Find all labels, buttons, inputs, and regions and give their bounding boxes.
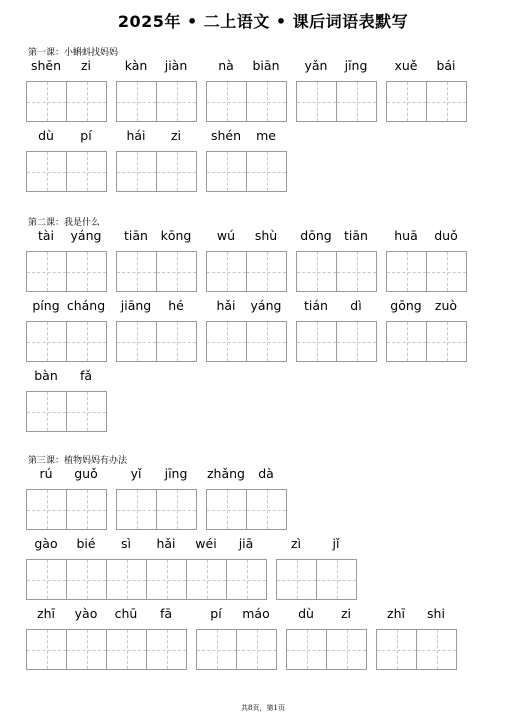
- writing-cell[interactable]: [116, 251, 157, 292]
- writing-cell[interactable]: [206, 489, 247, 530]
- writing-cell[interactable]: [66, 321, 107, 362]
- pinyin-label: zhī: [387, 606, 405, 621]
- writing-cell[interactable]: [246, 489, 287, 530]
- pinyin-label: zi: [170, 128, 182, 143]
- writing-grid: [26, 251, 106, 291]
- writing-grid: [26, 81, 106, 121]
- writing-cell[interactable]: [206, 81, 247, 122]
- writing-cell[interactable]: [316, 559, 357, 600]
- pinyin-label: guǒ: [74, 466, 98, 481]
- pinyin-label: yǎn: [304, 58, 328, 73]
- writing-cell[interactable]: [326, 629, 367, 670]
- writing-grid: [206, 321, 286, 361]
- writing-cell[interactable]: [116, 321, 157, 362]
- writing-grid: [116, 251, 196, 291]
- lesson-heading: 第二课：我是什么: [28, 218, 101, 228]
- pinyin-label: yáng: [250, 298, 282, 313]
- writing-grid: [206, 81, 286, 121]
- writing-cell[interactable]: [206, 151, 247, 192]
- pinyin-label: chū: [114, 606, 138, 621]
- writing-cell[interactable]: [286, 629, 327, 670]
- writing-cell[interactable]: [26, 489, 67, 530]
- writing-cell[interactable]: [156, 321, 197, 362]
- pinyin-label: dù: [38, 128, 54, 143]
- writing-cell[interactable]: [66, 559, 107, 600]
- writing-cell[interactable]: [116, 81, 157, 122]
- writing-grid: [196, 629, 276, 669]
- writing-cell[interactable]: [386, 81, 427, 122]
- pinyin-label: máo: [242, 606, 270, 621]
- pinyin-label: zhǎng: [206, 466, 245, 481]
- pinyin-label: rú: [39, 466, 53, 481]
- writing-cell[interactable]: [156, 151, 197, 192]
- pinyin-label: jīng: [164, 466, 188, 481]
- pinyin-label: hé: [168, 298, 184, 313]
- writing-cell[interactable]: [66, 151, 107, 192]
- writing-cell[interactable]: [236, 629, 277, 670]
- pinyin-label: yáng: [70, 228, 102, 243]
- writing-cell[interactable]: [146, 559, 187, 600]
- pinyin-label: jiāng: [120, 298, 152, 313]
- writing-cell[interactable]: [66, 629, 107, 670]
- writing-cell[interactable]: [106, 559, 147, 600]
- pinyin-label: zì: [290, 536, 302, 551]
- writing-cell[interactable]: [146, 629, 187, 670]
- writing-cell[interactable]: [386, 251, 427, 292]
- writing-cell[interactable]: [26, 391, 67, 432]
- writing-grid: [296, 251, 376, 291]
- writing-cell[interactable]: [156, 251, 197, 292]
- page-title: 2025年 • 二上语文 • 课后词语表默写: [117, 12, 409, 31]
- pinyin-label: duǒ: [434, 228, 458, 243]
- writing-cell[interactable]: [336, 321, 377, 362]
- pinyin-label: shi: [427, 606, 445, 621]
- pinyin-label: zhī: [37, 606, 55, 621]
- writing-grid: [116, 321, 196, 361]
- writing-cell[interactable]: [296, 81, 337, 122]
- writing-cell[interactable]: [426, 321, 467, 362]
- pinyin-label: jiàn: [164, 58, 188, 73]
- writing-cell[interactable]: [26, 81, 67, 122]
- writing-cell[interactable]: [26, 559, 67, 600]
- writing-grid: [206, 489, 286, 529]
- pinyin-label: me: [256, 128, 276, 143]
- pinyin-label: tiān: [344, 228, 368, 243]
- pinyin-label: bái: [436, 58, 456, 73]
- writing-cell[interactable]: [426, 81, 467, 122]
- pinyin-label: kōng: [160, 228, 192, 243]
- writing-cell[interactable]: [336, 81, 377, 122]
- pinyin-label: gào: [34, 536, 58, 551]
- writing-grid: [386, 321, 466, 361]
- writing-grid: [386, 81, 466, 121]
- writing-cell[interactable]: [106, 629, 147, 670]
- lesson-heading: 第三课：植物妈妈有办法: [28, 456, 128, 466]
- pinyin-label: dù: [298, 606, 314, 621]
- writing-grid: [26, 489, 106, 529]
- pinyin-label: sì: [121, 536, 131, 551]
- writing-cell[interactable]: [376, 629, 417, 670]
- pinyin-label: yǐ: [130, 466, 142, 481]
- writing-cell[interactable]: [66, 391, 107, 432]
- pinyin-label: zi: [340, 606, 352, 621]
- pinyin-label: dōng: [300, 228, 332, 243]
- page-footer: 共8页，第1页: [241, 704, 285, 712]
- writing-cell[interactable]: [26, 251, 67, 292]
- pinyin-label: bié: [76, 536, 96, 551]
- pinyin-label: huā: [394, 228, 418, 243]
- pinyin-label: shēn: [30, 58, 62, 73]
- writing-grid: [296, 81, 376, 121]
- writing-cell[interactable]: [276, 559, 317, 600]
- pinyin-label: tiān: [124, 228, 148, 243]
- writing-cell[interactable]: [246, 151, 287, 192]
- writing-grid: [26, 559, 266, 599]
- pinyin-label: tián: [304, 298, 328, 313]
- pinyin-label: zuò: [434, 298, 458, 313]
- writing-grid: [376, 629, 456, 669]
- pinyin-label: yào: [74, 606, 98, 621]
- pinyin-label: jǐ: [332, 536, 340, 551]
- pinyin-label: bàn: [34, 368, 58, 383]
- writing-cell[interactable]: [26, 321, 67, 362]
- writing-cell[interactable]: [206, 321, 247, 362]
- word-row: [0, 368, 526, 455]
- pinyin-label: fā: [159, 606, 173, 621]
- writing-grid: [286, 629, 366, 669]
- writing-grid: [206, 251, 286, 291]
- writing-grid: [116, 489, 196, 529]
- writing-cell[interactable]: [416, 629, 457, 670]
- pinyin-label: jīng: [344, 58, 368, 73]
- writing-cell[interactable]: [296, 251, 337, 292]
- writing-cell[interactable]: [66, 251, 107, 292]
- pinyin-label: cháng: [66, 298, 106, 313]
- pinyin-label: pí: [80, 128, 92, 143]
- pinyin-label: fǎ: [79, 368, 93, 383]
- pinyin-label: hǎi: [216, 298, 236, 313]
- pinyin-label: dì: [350, 298, 362, 313]
- writing-cell[interactable]: [246, 81, 287, 122]
- pinyin-label: wú: [216, 228, 236, 243]
- pinyin-label: píng: [32, 298, 60, 313]
- writing-cell[interactable]: [156, 81, 197, 122]
- writing-cell[interactable]: [336, 251, 377, 292]
- writing-cell[interactable]: [296, 321, 337, 362]
- writing-grid: [206, 151, 286, 191]
- word-row: [0, 128, 526, 215]
- pinyin-label: kàn: [124, 58, 148, 73]
- pinyin-label: shù: [254, 228, 278, 243]
- writing-cell[interactable]: [156, 489, 197, 530]
- pinyin-label: jiā: [238, 536, 254, 551]
- pinyin-label: nà: [218, 58, 234, 73]
- pinyin-label: tài: [37, 228, 55, 243]
- pinyin-label: hái: [126, 128, 146, 143]
- pinyin-label: wéi: [195, 536, 217, 551]
- writing-cell[interactable]: [116, 151, 157, 192]
- writing-cell[interactable]: [66, 489, 107, 530]
- writing-cell[interactable]: [246, 251, 287, 292]
- writing-cell[interactable]: [26, 629, 67, 670]
- writing-cell[interactable]: [66, 81, 107, 122]
- pinyin-label: biān: [252, 58, 280, 73]
- writing-cell[interactable]: [26, 151, 67, 192]
- writing-cell[interactable]: [386, 321, 427, 362]
- pinyin-label: pí: [210, 606, 222, 621]
- pinyin-label: hǎi: [156, 536, 176, 551]
- writing-grid: [116, 81, 196, 121]
- writing-cell[interactable]: [116, 489, 157, 530]
- writing-grid: [116, 151, 196, 191]
- pinyin-label: zi: [80, 58, 92, 73]
- writing-grid: [26, 321, 106, 361]
- writing-grid: [296, 321, 376, 361]
- pinyin-label: dà: [258, 466, 274, 481]
- writing-grid: [26, 151, 106, 191]
- lesson-heading: 第一课：小蝌蚪找妈妈: [28, 48, 119, 58]
- writing-grid: [276, 559, 356, 599]
- writing-grid: [26, 391, 106, 431]
- writing-cell[interactable]: [246, 321, 287, 362]
- pinyin-label: xuě: [394, 58, 418, 73]
- writing-cell[interactable]: [186, 559, 227, 600]
- writing-cell[interactable]: [196, 629, 237, 670]
- pinyin-label: shén: [210, 128, 242, 143]
- writing-grid: [386, 251, 466, 291]
- writing-cell[interactable]: [226, 559, 267, 600]
- writing-cell[interactable]: [426, 251, 467, 292]
- word-row: [0, 606, 526, 693]
- pinyin-label: gōng: [390, 298, 422, 313]
- writing-cell[interactable]: [206, 251, 247, 292]
- writing-grid: [26, 629, 186, 669]
